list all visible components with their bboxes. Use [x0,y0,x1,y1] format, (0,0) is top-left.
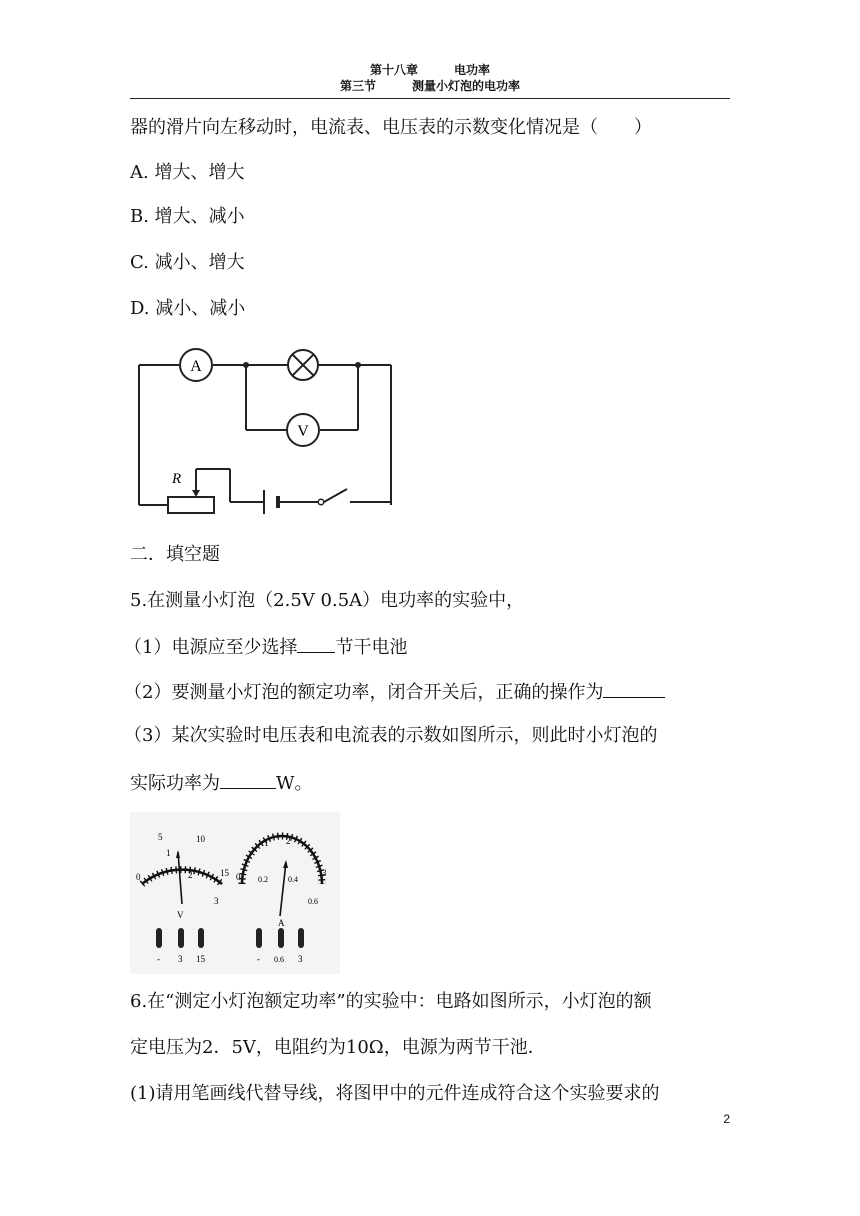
rheostat-slider-arrow [192,490,200,497]
question5-intro: 5.在测量小灯泡（2.5V 0.5A）电功率的实验中， [130,590,525,611]
question6-line3: (1)请用笔画线代替导线，将图甲中的元件连成符合这个实验要求的 [130,1083,660,1104]
rheostat-label: R [172,471,182,487]
chapter-line [130,62,730,78]
option-d: D. 减小、减小 [130,298,246,319]
amp-terminal-3: 3 [298,954,303,964]
volt-terminal-3: 3 [178,954,183,964]
ammeter-letter: A [190,358,202,375]
amp-symbol: A [278,918,285,928]
part1-text-before: （1）电源应至少选择 [124,637,298,658]
section-title: 二．填空题 [130,544,220,565]
volt-symbol: V [177,910,184,920]
amp-terminal-0-6: 0.6 [274,955,284,964]
ammeter-symbol [180,349,212,381]
question5-part2 [124,679,665,705]
volt-lower-2: 2 [188,870,193,880]
voltmeter-letter: V [297,423,309,440]
option-c: C. 减小、增大 [130,252,245,273]
question4-stem: 器的滑片向左移动时，电流表、电压表的示数变化情况是（ ） [130,117,652,138]
chapter-title: 电功率 [454,63,491,77]
part1-answer-blank[interactable] [297,634,335,653]
volt-upper-15: 15 [220,868,229,878]
amp-upper-2: 2 [286,836,291,846]
question5-part3: （3）某次实验时电压表和电流表的示数如图所示，则此时小灯泡的 [124,725,658,746]
option-a: A. 增大、增大 [130,162,245,183]
amp-lower-0-4: 0.4 [288,875,298,884]
chapter-label: 第十八章 [369,63,418,77]
part3-text-before: 实际功率为 [130,773,220,794]
amp-upper-1: 1 [264,838,269,848]
section-line [130,78,730,94]
voltmeter-symbol [287,414,319,446]
page-header [130,62,730,94]
part2-text: （2）要测量小灯泡的额定功率，闭合开关后，正确的操作为 [124,682,604,703]
volt-terminal-neg: - [157,954,160,964]
circuit-diagram [128,338,398,518]
meter-figure [130,812,340,974]
question6-line1: 6.在“测定小灯泡额定功率”的实验中：电路如图所示，小灯泡的额 [130,991,652,1012]
volt-lower-0: 0 [136,872,141,882]
volt-upper-10: 10 [196,834,205,844]
section-title: 测量小灯泡的电功率 [412,79,521,93]
question5-part3-cont [130,770,313,796]
header-rule [130,98,730,99]
option-b: B. 增大、减小 [130,206,245,227]
part3-text-after: W。 [276,773,313,794]
amp-lower-0: 0 [236,872,241,882]
part2-answer-blank[interactable] [603,679,665,698]
section-label: 第三节 [339,79,376,93]
amp-lower-0-6: 0.6 [308,897,318,906]
junction-right [355,362,361,368]
question6-line2: 定电压为2．5V，电阻约为10Ω，电源为两节干池． [130,1037,546,1058]
question5-part1 [124,634,407,660]
amp-upper-3: 3 [322,868,327,878]
volt-terminal-15: 15 [196,954,205,964]
amp-terminal-neg: - [257,954,260,964]
page-number: 2 [723,1112,730,1126]
lamp-symbol [288,350,318,380]
switch-pivot [318,499,324,505]
part1-text-after: 节干电池 [335,637,408,658]
junction-left [243,362,249,368]
volt-lower-1: 1 [166,848,171,858]
amp-lower-0-2: 0.2 [258,875,268,884]
part3-answer-blank[interactable] [220,770,276,789]
volt-upper-5: 5 [158,832,163,842]
volt-lower-3: 3 [214,896,219,906]
